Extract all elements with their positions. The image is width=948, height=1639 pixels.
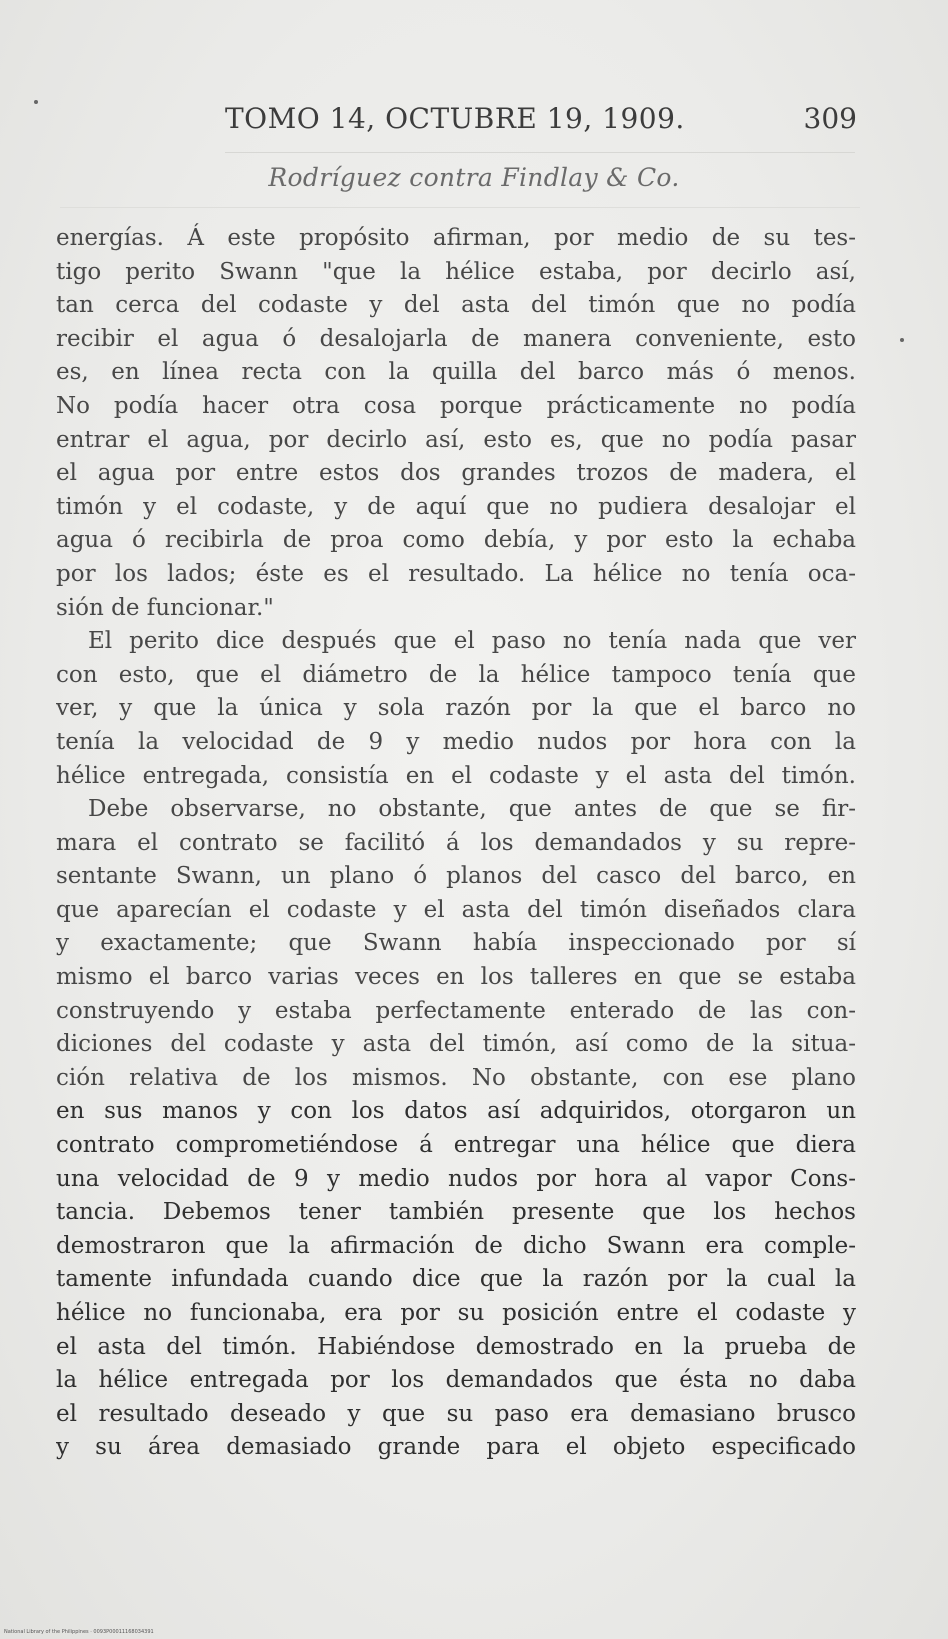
header-rule bbox=[225, 152, 855, 153]
text-line: una velocidad de 9 y medio nudos por hora al vapor Cons- bbox=[56, 1165, 856, 1192]
text-line: es, en línea recta con la quilla del barco más ó menos. bbox=[56, 359, 856, 386]
speck-mark bbox=[34, 100, 38, 104]
text-line: agua ó recibirla de proa como debía, y por esto la echaba bbox=[56, 527, 856, 554]
text-line: No podía hacer otra cosa porque prácticamente no podía bbox=[56, 392, 856, 419]
text-line: en sus manos y con los datos así adquiridos, otorgaron un bbox=[56, 1098, 856, 1125]
text-line: ver, y que la única y sola razón por la que el barco no bbox=[56, 695, 856, 722]
text-line: hélice no funcionaba, era por su posición entre el codaste y bbox=[56, 1300, 856, 1326]
text-line: el resultado deseado y que su paso era demasiano brusco bbox=[56, 1400, 856, 1427]
page-number: 309 bbox=[803, 102, 857, 135]
text-line: Debe observarse, no obstante, que antes de que se fir- bbox=[88, 796, 856, 823]
text-line: mismo el barco varias veces en los talleres en que se estaba bbox=[56, 964, 856, 991]
text-line: tigo perito Swann "que la hélice estaba, por decirlo así, bbox=[56, 258, 856, 285]
text-line: tenía la velocidad de 9 y medio nudos por hora con la bbox=[56, 728, 856, 755]
text-line: El perito dice después que el paso no tenía nada que ver bbox=[88, 628, 856, 655]
case-title: Rodríguez contra Findlay & Co. bbox=[268, 163, 680, 192]
text-line: sentante Swann, un plano ó planos del casco del barco, en bbox=[56, 863, 856, 890]
text-line: el asta del timón. Habiéndose demostrado en la prueba de bbox=[56, 1333, 856, 1360]
text-line: ción relativa de los mismos. No obstante, con ese plano bbox=[56, 1064, 856, 1091]
text-line: hélice entregada, consistía en el codaste y el asta del timón. bbox=[56, 762, 856, 789]
text-line: demostraron que la afirmación de dicho Swann era comple- bbox=[56, 1232, 856, 1259]
text-line: tancia. Debemos tener también presente que los hechos bbox=[56, 1199, 856, 1226]
text-line: que aparecían el codaste y el asta del timón diseñados clara bbox=[56, 896, 856, 923]
text-line: diciones del codaste y asta del timón, así como de la situa- bbox=[56, 1031, 856, 1058]
text-line: sión de funcionar." bbox=[56, 594, 274, 621]
subheader-rule bbox=[60, 207, 860, 208]
text-line: mara el contrato se facilitó á los demandados y su repre- bbox=[56, 829, 856, 856]
text-line: recibir el agua ó desalojarla de manera conveniente, esto bbox=[56, 325, 856, 352]
text-line: por los lados; éste es el resultado. La hélice no tenía oca- bbox=[56, 560, 856, 587]
speck-mark bbox=[900, 338, 904, 342]
scan-footer: National Library of the Philippines · 0093P00011168034391 bbox=[4, 1629, 154, 1635]
text-line: tamente infundada cuando dice que la razón por la cual la bbox=[56, 1266, 856, 1293]
text-line: y exactamente; que Swann había inspeccionado por sí bbox=[56, 930, 856, 957]
text-line: construyendo y estaba perfectamente enterado de las con- bbox=[56, 997, 856, 1024]
text-line: timón y el codaste, y de aquí que no pudiera desalojar el bbox=[56, 493, 856, 520]
running-head-title: TOMO 14, OCTUBRE 19, 1909. bbox=[225, 102, 685, 135]
text-line: energías. Á este propósito afirman, por medio de su tes- bbox=[56, 225, 856, 251]
text-line: contrato comprometiéndose á entregar una hélice que diera bbox=[56, 1132, 856, 1159]
running-head bbox=[225, 102, 865, 142]
body-text bbox=[56, 222, 856, 1465]
text-line: la hélice entregada por los demandados que ésta no daba bbox=[56, 1367, 856, 1394]
text-line: entrar el agua, por decirlo así, esto es, que no podía pasar bbox=[56, 426, 856, 453]
text-line: y su área demasiado grande para el objeto especificado bbox=[56, 1434, 856, 1461]
text-line: con esto, que el diámetro de la hélice tampoco tenía que bbox=[56, 661, 856, 688]
text-line: el agua por entre estos dos grandes trozos de madera, el bbox=[56, 460, 856, 487]
text-line: tan cerca del codaste y del asta del timón que no podía bbox=[56, 292, 856, 319]
